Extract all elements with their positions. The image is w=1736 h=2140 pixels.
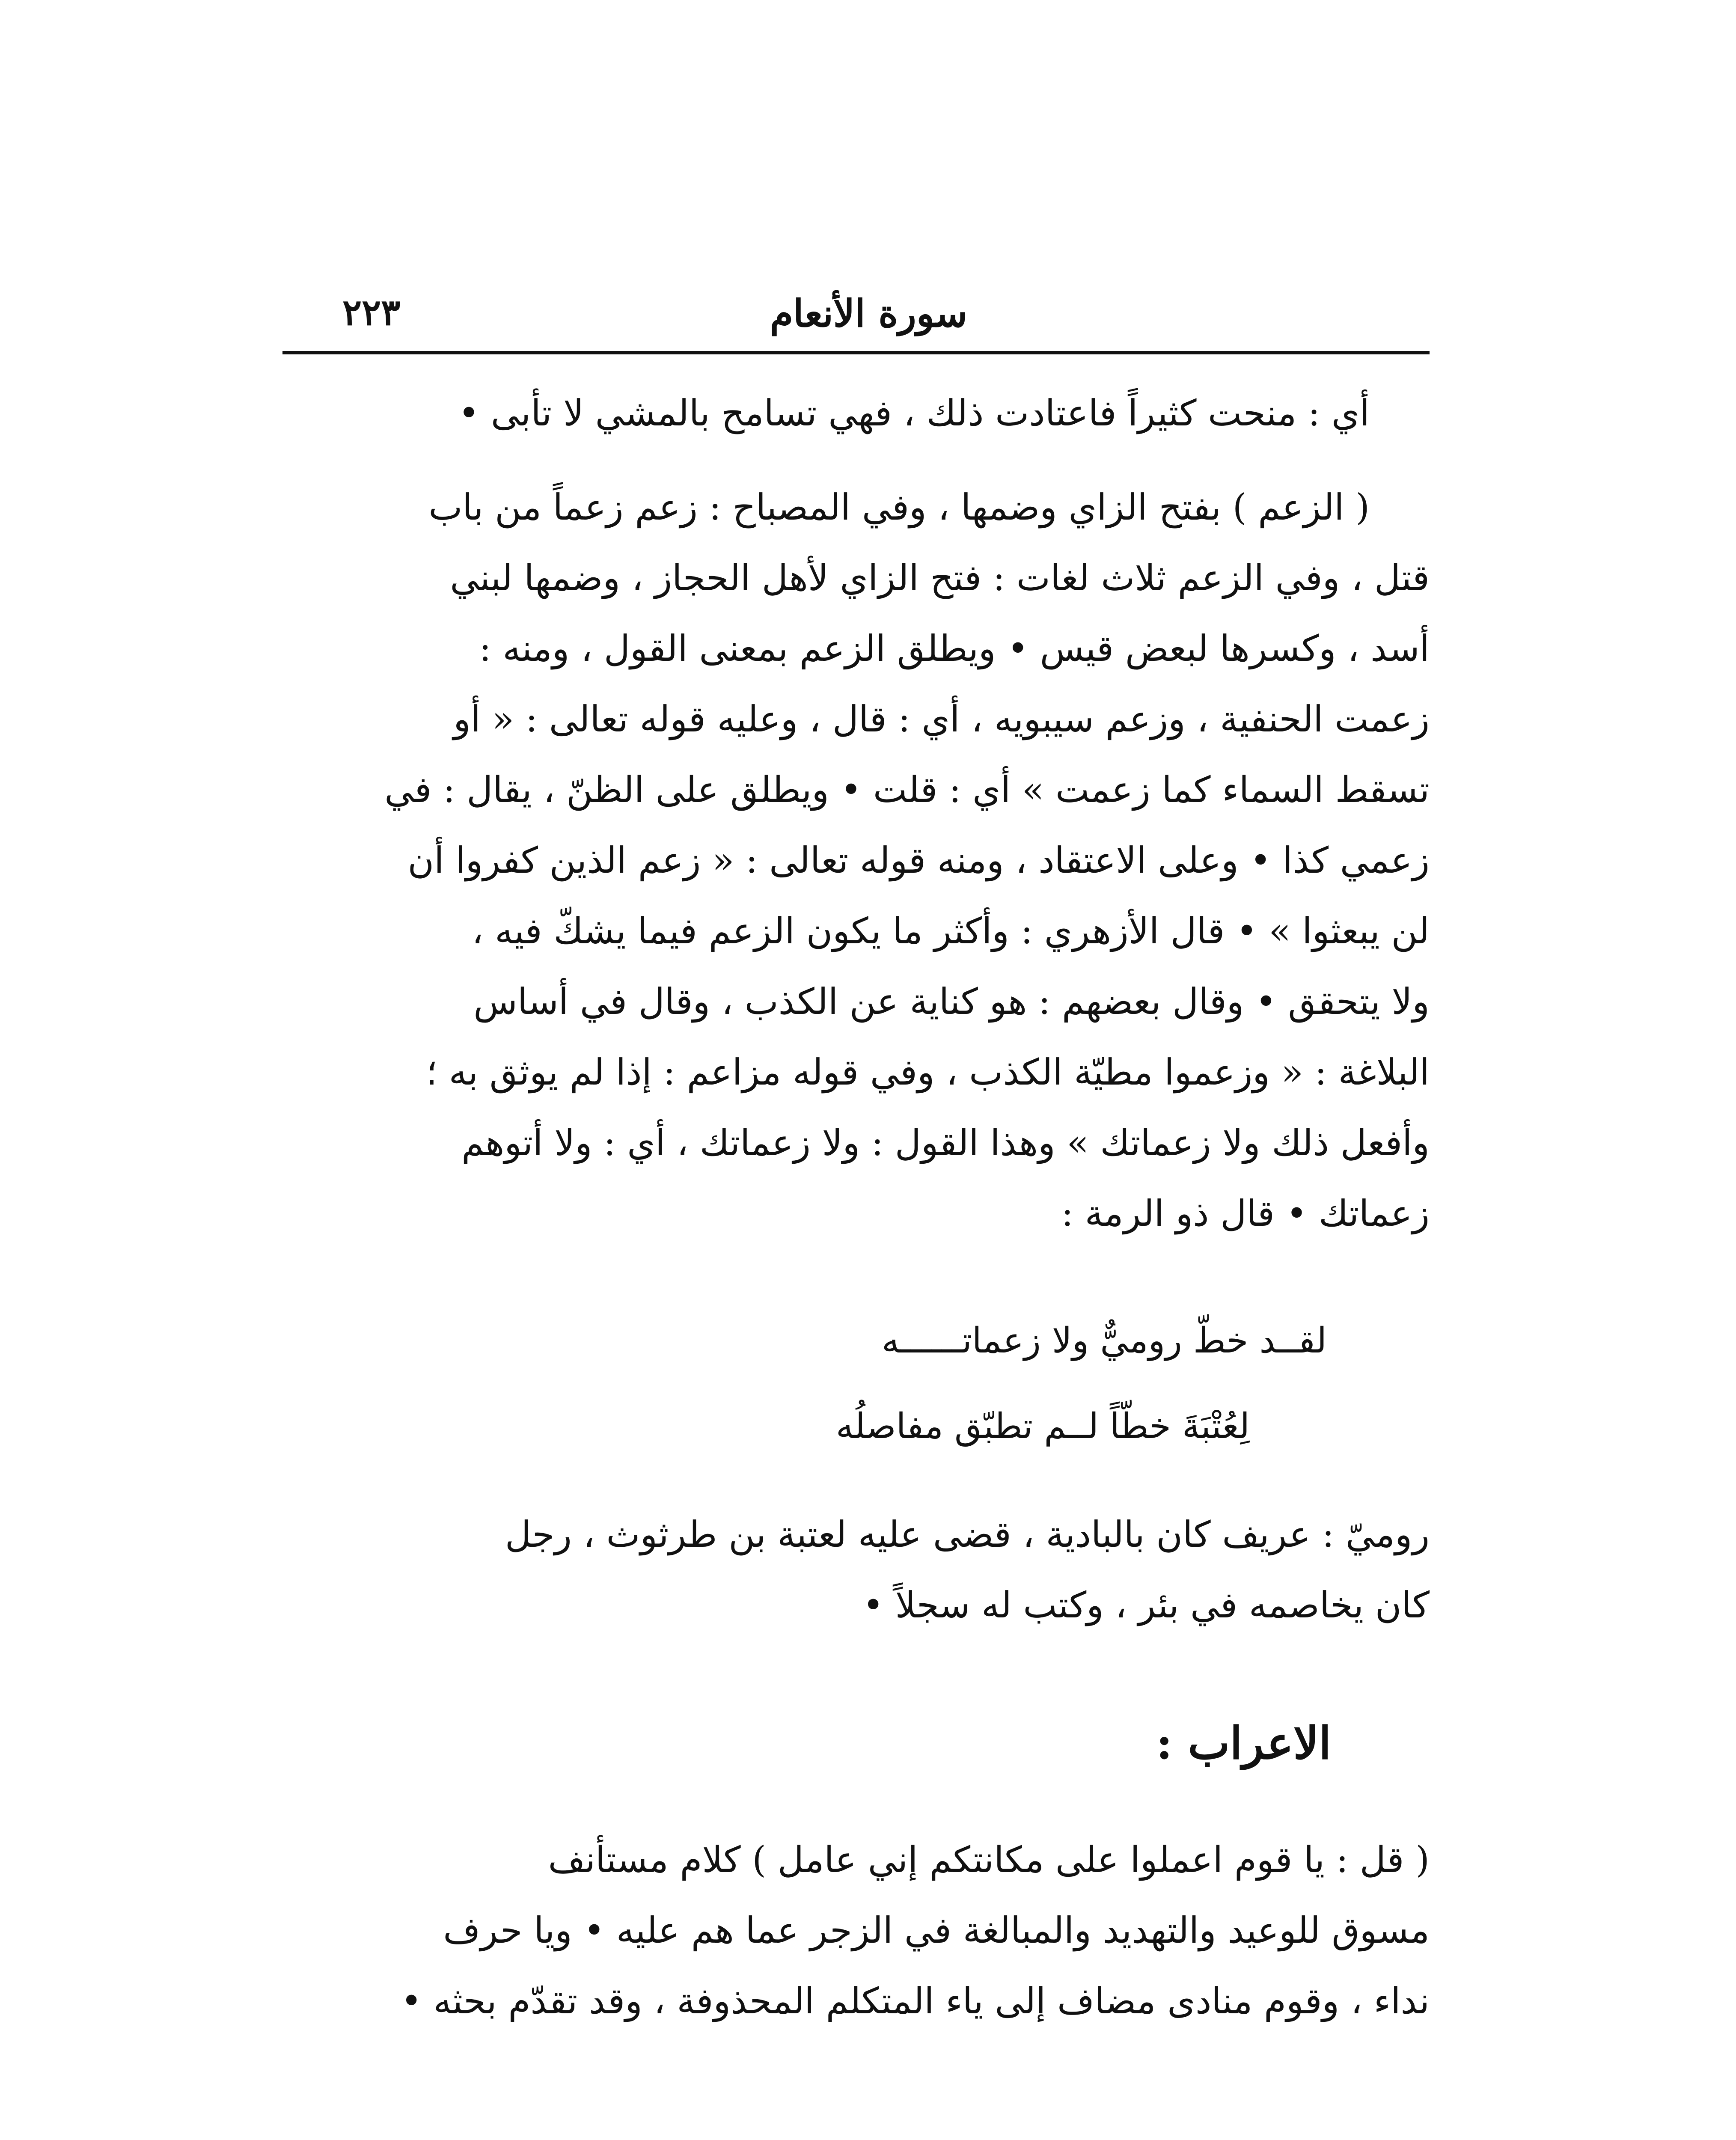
text-line: زعمت الحنفية ، وزعم سيبويه ، أي : قال ، وعليه قوله تعالى : « أو (453, 698, 1430, 740)
surah-title: سورة الأنعام (770, 291, 967, 336)
text-line: البلاغة : « وزعموا مطيّة الكذب ، وفي قوله مزاعم : إذا لم يوثق به ؛ (426, 1051, 1430, 1093)
text-line: وأفعل ذلك ولا زعماتك » وهذا القول : ولا زعماتك ، أي : ولا أتوهم (461, 1122, 1430, 1164)
text-line: ( قل : يا قوم اعملوا على مكانتكم إني عامل ) كلام مستأنف (548, 1839, 1430, 1881)
text-line: زعمي كذا • وعلى الاعتقاد ، ومنه قوله تعالى : « زعم الذين كفروا أن (407, 839, 1430, 881)
text-line: تسقط السماء كما زعمت » أي : قلت • ويطلق على الظنّ ، يقال : في (384, 769, 1430, 811)
text-line: روميّ : عريف كان بالبادية ، قضى عليه لعتبة بن طرثوث ، رجل (505, 1513, 1430, 1555)
text-line: مسوق للوعيد والتهديد والمبالغة في الزجر عما هم عليه • ويا حرف (443, 1909, 1430, 1951)
text-line: زعماتك • قال ذو الرمة : (1061, 1192, 1430, 1234)
zaam-paragraph (282, 472, 1430, 1249)
text-line: ولا يتحقق • وقال بعضهم : هو كناية عن الكذب ، وقال في أساس (473, 981, 1430, 1022)
page (282, 274, 1430, 2036)
text-line: قتل ، وفي الزعم ثلاث لغات : فتح الزاي لأهل الحجاز ، وضمها لبني (450, 557, 1430, 599)
text-line: ( الزعم ) بفتح الزاي وضمها ، وفي المصباح : زعم زعماً من باب (428, 486, 1370, 528)
rumi-paragraph (282, 1499, 1430, 1641)
page-number: ٢٢٣ (342, 291, 401, 333)
header-rule (282, 351, 1430, 354)
text-line: نداء ، وقوم منادى مضاف إلى ياء المتكلم المحذوفة ، وقد تقدّم بحثه • (401, 1980, 1430, 2022)
verse-line-2: لِعُتْبَةَ خطّاً لــم تطبّق مفاصلُه (835, 1406, 1250, 1447)
qul-paragraph (282, 1825, 1430, 2036)
section-heading: الاعراب : (1156, 1717, 1331, 1769)
text-line: أسد ، وكسرها لبعض قيس • ويطلق الزعم بمعنى القول ، ومنه : (479, 627, 1430, 669)
intro-line: أي : منحت كثيراً فاعتادت ذلك ، فهي تسامح بالمشي لا تأبى • (458, 392, 1370, 434)
verse-line-1: لقــد خطّ روميٌّ ولا زعماتــــــه (881, 1320, 1327, 1361)
page-header (282, 274, 1430, 347)
text-line: لن يبعثوا » • قال الأزهري : وأكثر ما يكون الزعم فيما يشكّ فيه ، (472, 910, 1430, 952)
text-line: كان يخاصمه في بئر ، وكتب له سجلاً • (862, 1584, 1430, 1626)
